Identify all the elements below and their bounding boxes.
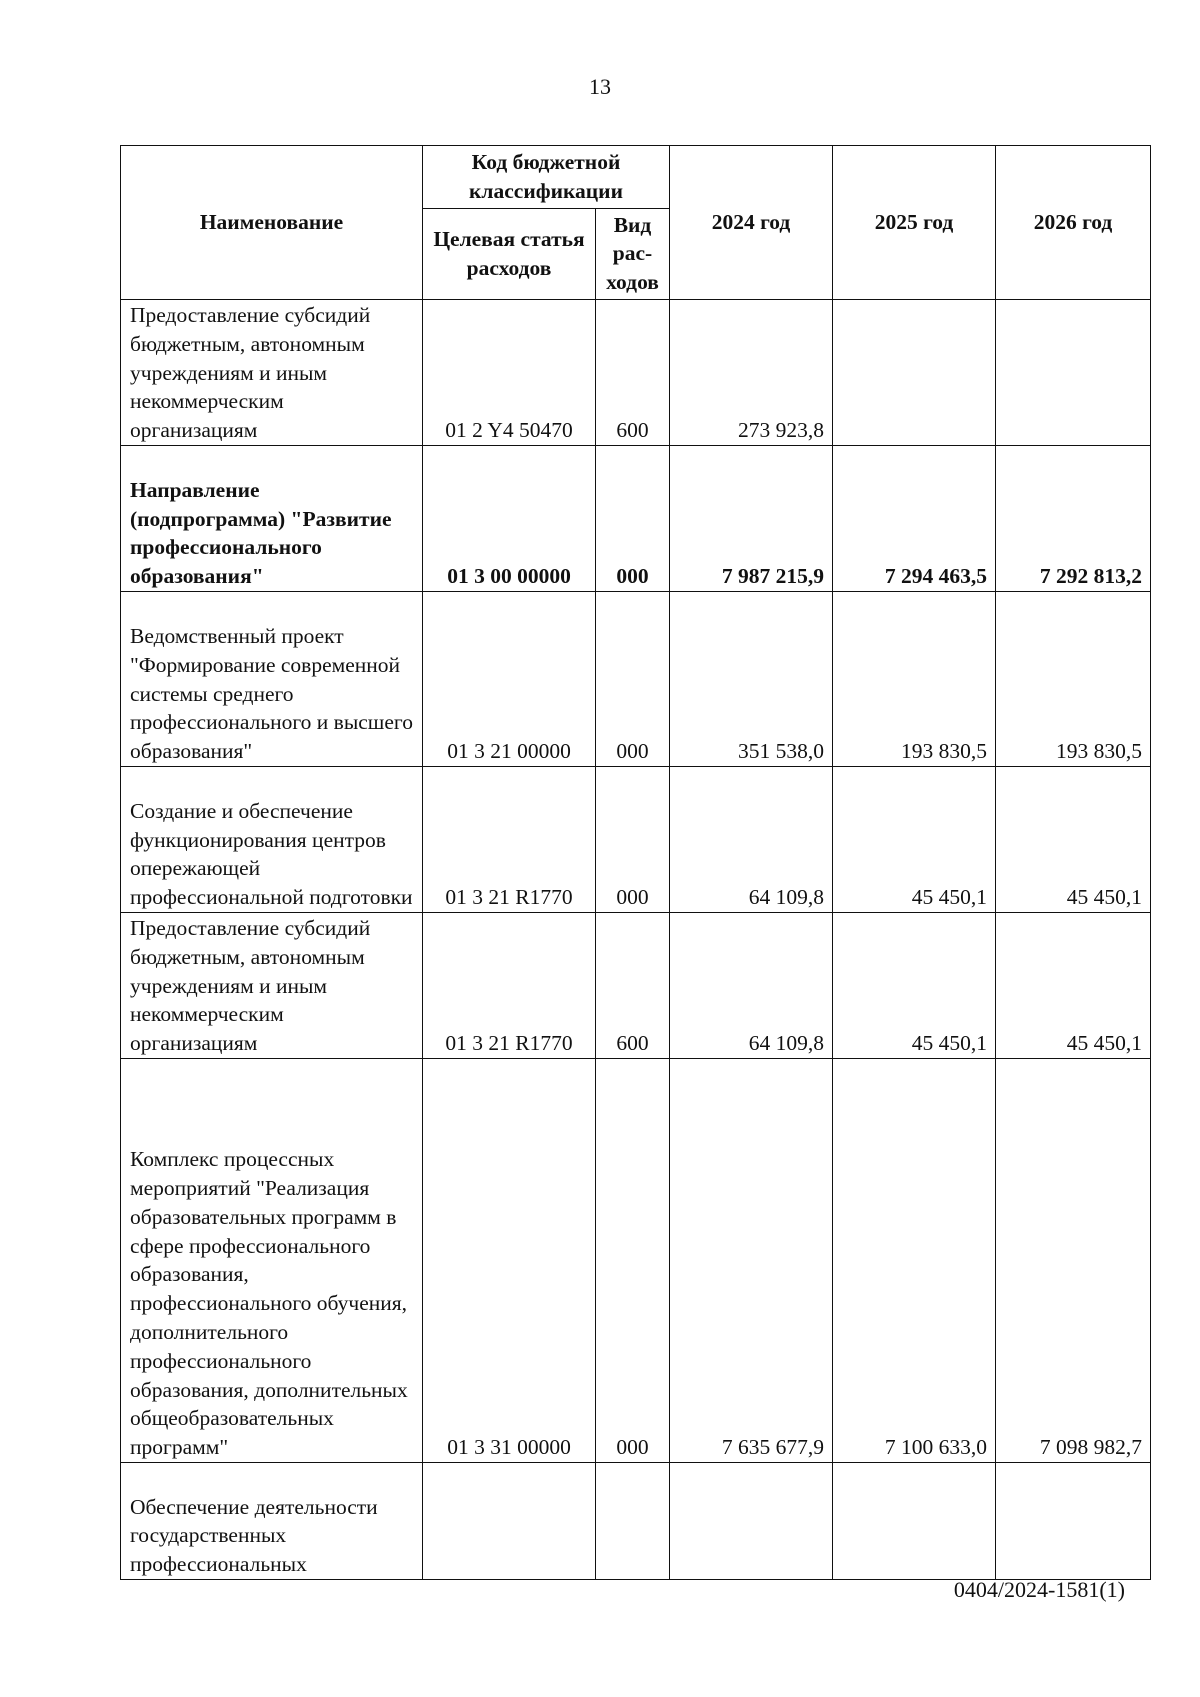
row-value-2026: 193 830,5 <box>996 591 1151 766</box>
row-value-2025 <box>833 1462 996 1579</box>
row-value-2026: 7 292 813,2 <box>996 445 1151 591</box>
row-name: Предоставление субсидий бюджетным, автономным учреждениям и иным некоммерческим организациям <box>121 912 423 1058</box>
row-expense-type: 600 <box>596 299 670 445</box>
header-year-2025: 2025 год <box>833 146 996 300</box>
row-target-code: 01 2 Y4 50470 <box>423 299 596 445</box>
row-value-2025: 7 294 463,5 <box>833 445 996 591</box>
row-expense-type: 000 <box>596 591 670 766</box>
row-expense-type <box>596 1462 670 1579</box>
row-target-code: 01 3 21 00000 <box>423 591 596 766</box>
row-target-code: 01 3 00 00000 <box>423 445 596 591</box>
row-name: Создание и обеспечение функционирования центров опережающей профессиональной подготовки <box>121 766 423 912</box>
row-value-2024: 273 923,8 <box>670 299 833 445</box>
row-value-2024: 64 109,8 <box>670 766 833 912</box>
row-value-2026: 45 450,1 <box>996 766 1151 912</box>
table-row <box>121 766 1151 912</box>
table-row <box>121 1462 1151 1579</box>
row-value-2024: 64 109,8 <box>670 912 833 1058</box>
row-expense-type: 000 <box>596 445 670 591</box>
table-row <box>121 445 1151 591</box>
row-value-2025: 45 450,1 <box>833 766 996 912</box>
header-budget-code: Код бюджетной классификации <box>423 146 670 209</box>
row-target-code: 01 3 31 00000 <box>423 1058 596 1462</box>
row-value-2024: 7 987 215,9 <box>670 445 833 591</box>
row-value-2024 <box>670 1462 833 1579</box>
table-row <box>121 299 1151 445</box>
page-number: 13 <box>589 74 611 99</box>
table-row <box>121 591 1151 766</box>
row-name: Комплекс процессных мероприятий "Реализация образовательных программ в сфере профессионального образования, профессионального обучения, дополнительного профессионального образования, дополнительных общеобразовательных программ" <box>121 1058 423 1462</box>
header-name: Наименование <box>121 146 423 300</box>
table-row <box>121 1058 1151 1462</box>
row-value-2026 <box>996 1462 1151 1579</box>
row-value-2025 <box>833 299 996 445</box>
row-name: Направление (подпрограмма) "Развитие профессионального образования" <box>121 445 423 591</box>
row-target-code: 01 3 21 R1770 <box>423 766 596 912</box>
budget-table <box>120 145 1151 1580</box>
row-expense-type: 600 <box>596 912 670 1058</box>
header-expense-type: Вид рас-ходов <box>596 208 670 299</box>
row-name: Предоставление субсидий бюджетным, автономным учреждениям и иным некоммерческим организациям <box>121 299 423 445</box>
row-name: Ведомственный проект "Формирование современной системы среднего профессионального и высшего образования" <box>121 591 423 766</box>
table-row <box>121 912 1151 1058</box>
row-value-2026: 45 450,1 <box>996 912 1151 1058</box>
header-year-2026: 2026 год <box>996 146 1151 300</box>
row-expense-type: 000 <box>596 1058 670 1462</box>
row-value-2025: 45 450,1 <box>833 912 996 1058</box>
row-value-2026: 7 098 982,7 <box>996 1058 1151 1462</box>
row-name: Обеспечение деятельности государственных профессиональных <box>121 1462 423 1579</box>
row-value-2026 <box>996 299 1151 445</box>
row-value-2024: 7 635 677,9 <box>670 1058 833 1462</box>
row-expense-type: 000 <box>596 766 670 912</box>
row-target-code <box>423 1462 596 1579</box>
row-value-2025: 7 100 633,0 <box>833 1058 996 1462</box>
row-target-code: 01 3 21 R1770 <box>423 912 596 1058</box>
row-value-2025: 193 830,5 <box>833 591 996 766</box>
header-target-article: Целевая статья расходов <box>423 208 596 299</box>
document-registration-code: 0404/2024-1581(1) <box>953 1577 1125 1602</box>
row-value-2024: 351 538,0 <box>670 591 833 766</box>
header-year-2024: 2024 год <box>670 146 833 300</box>
